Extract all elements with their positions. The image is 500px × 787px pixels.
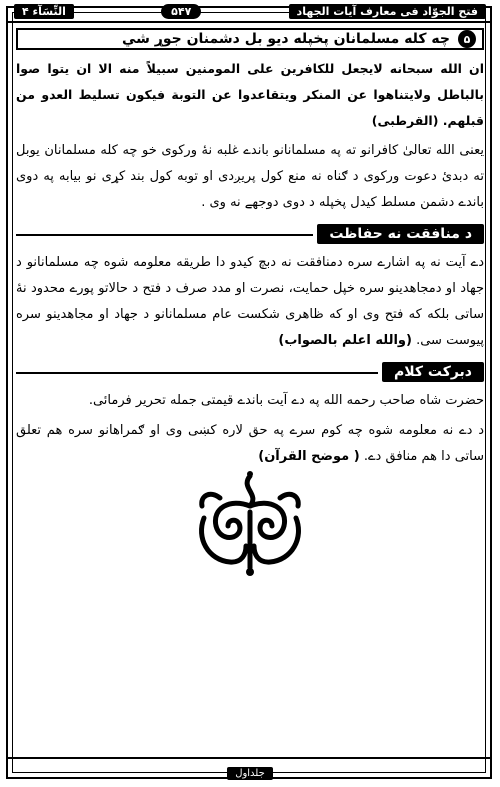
barakat-title-row <box>16 358 484 388</box>
ornament-dot <box>246 568 254 576</box>
page-footer <box>0 761 500 780</box>
barakat-line-2 <box>16 418 484 470</box>
footer-divider <box>8 757 492 759</box>
munafiq-body-text: دے آیت نه په اشارے سره دمنافقت نه دبچ کیدو دا طریقه معلومه شوه چه مسلمانانو د جهاد او دمجاهدینو سره خپل حمایت، نصرت او مدد صرف د فتح د حالاتو پورے محدود نهٔ ساتی بلکه که فتح وی او که ظاهری شکست عام مسلمانانو د جهاد او مجاهدینو سره پیوست سی. <box>16 255 484 348</box>
barakat-reference: ( موضح القرآن) <box>258 449 360 464</box>
munafiq-title-row <box>16 220 484 250</box>
munafiq-reference: (والله اعلم بالصواب) <box>278 333 412 348</box>
munafiq-body <box>16 250 484 354</box>
barakat-section-title: دبرکت کلام <box>382 362 484 382</box>
barakat-line-1: حضرت شاه صاحب رحمه الله په دے آیت باندے قیمتی جمله تحریر فرمائی. <box>88 393 484 408</box>
barakat-line-2-text: د دے نه معلومه شوه چه کوم سرے په حق لاره کښی وی او ګمراهانو سره هم تعلق ساتی دا هم منافق دے. <box>16 423 484 464</box>
section-number-badge: ۵ <box>458 30 476 48</box>
title-rule <box>16 234 313 236</box>
title-rule <box>16 372 378 374</box>
surah-label: النِّسَآء ۴ <box>14 4 74 19</box>
page-header <box>14 3 486 20</box>
page-number: ۵۴۷ <box>161 4 201 19</box>
arabic-quote-text: ان الله سبحانه لایجعل للکافرین علی المومنین سبیلاً منه الا ان یتوا صوا بالباطل ولایتناهوا عن المنکر ویتقاعدوا عن التوبة فیکون تسلیط العدو من قبلهم. <box>16 61 484 128</box>
arabic-quote <box>16 56 484 134</box>
page-content <box>16 28 484 474</box>
section-5-heading <box>16 28 484 50</box>
book-title: فتح الجوّاد فی معارف آیات الجهاد <box>289 4 486 19</box>
calligraphy-ornament-icon <box>190 468 310 578</box>
arabic-quote-reference: (القرطبی) <box>371 113 439 128</box>
volume-label: جلداول <box>227 767 273 780</box>
header-divider <box>8 21 492 23</box>
ornament-dot <box>247 471 253 477</box>
section-5-heading-text: چه کله مسلمانان پخپله دیو بل دشمنان جوړ شي <box>121 31 450 47</box>
section-5-body: یعنی الله تعالیٰ کافرانو ته په مسلمانانو باندے غلبه نهٔ ورکوی خو چه کله مسلمانان یوبل ته دبدئ دعوت ورکوی د ګناه نه منع کول پریږدی او توبه کول بند کړی نو بیابه په دوی باندے دشمن مسلط کیدل پخپله د دوی دوجهے نه وی . <box>16 143 484 210</box>
munafiq-section-title: د منافقت نه حفاظت <box>317 224 484 244</box>
